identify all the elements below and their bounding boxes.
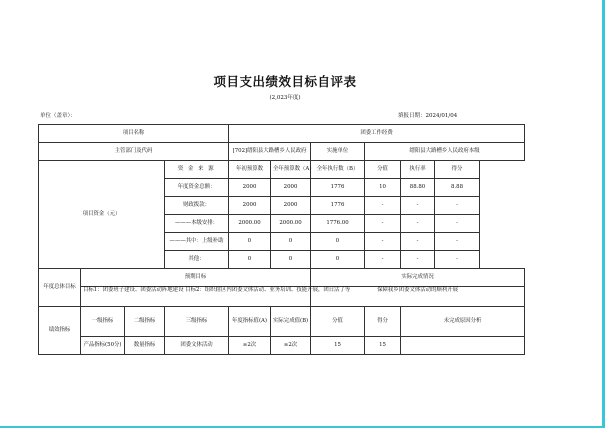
funds-source: 年度资金总额： bbox=[165, 179, 229, 197]
impl-value: 缙阳县大路槽乡人民政府本级 bbox=[365, 143, 525, 161]
perf-header-actual: 实际完成值(B) bbox=[271, 307, 311, 337]
funds-rate: - bbox=[401, 233, 435, 251]
funds-rate: 88.80 bbox=[401, 179, 435, 197]
funds-initial: 2000 bbox=[229, 179, 271, 197]
dept-label: 主管部门及代码 bbox=[39, 143, 229, 161]
perf-level3: 团委文体活动 bbox=[165, 337, 229, 355]
actual-completion-header: 实际完成情况 bbox=[311, 269, 525, 287]
funds-annual: 0 bbox=[271, 233, 311, 251]
funds-score-value: - bbox=[365, 233, 401, 251]
funds-score: - bbox=[435, 215, 480, 233]
perf-header-level1: 一级指标 bbox=[81, 307, 125, 337]
perf-score-value: 15 bbox=[311, 337, 365, 355]
perf-level2: 数量指标 bbox=[125, 337, 165, 355]
funds-rate: - bbox=[401, 197, 435, 215]
funds-header-source: 资 金 来 源 bbox=[165, 161, 229, 179]
funds-initial: 2000 bbox=[229, 197, 271, 215]
expected-goal-header: 预期目标 bbox=[81, 269, 311, 287]
expected-goal-text: 目标1：团委班子建设、团委活动阵地建设 目标2：组织辖区内团委文体活动、业务培训、技能开展，团日活了等 bbox=[81, 287, 311, 307]
performance-indicator-label: 绩效指标 bbox=[39, 307, 81, 355]
funds-score: - bbox=[435, 233, 480, 251]
funds-score-value: - bbox=[365, 197, 401, 215]
perf-actual: ≥2次 bbox=[271, 337, 311, 355]
table-row bbox=[39, 143, 525, 161]
unit-seal-label: 单位（盖章）： bbox=[40, 113, 76, 119]
funds-source: 财政拨款： bbox=[165, 197, 229, 215]
funds-header-executed: 全年执行数（B） bbox=[311, 161, 365, 179]
actual-completion-text: 保障我乡团委文体活动的顺利开展 bbox=[311, 287, 525, 307]
funds-header-rate: 执行率 bbox=[401, 161, 435, 179]
funds-executed: 1776 bbox=[311, 197, 365, 215]
funds-initial: 0 bbox=[229, 233, 271, 251]
funds-executed: 0 bbox=[311, 233, 365, 251]
funds-source: ———其中：上级补助 bbox=[165, 233, 229, 251]
perf-header-score: 得分 bbox=[365, 307, 401, 337]
funds-rate: - bbox=[401, 251, 435, 269]
funds-header-score: 得分 bbox=[435, 161, 480, 179]
funds-annual: 0 bbox=[271, 251, 311, 269]
fill-date: 填报日期：2024/01/04 bbox=[398, 113, 458, 119]
funds-header-initial: 年初预算数 bbox=[229, 161, 271, 179]
funds-initial: 0 bbox=[229, 251, 271, 269]
funds-annual: 2000.00 bbox=[271, 215, 311, 233]
funds-executed: 0 bbox=[311, 251, 365, 269]
funds-initial: 2000.00 bbox=[229, 215, 271, 233]
funds-score-value: - bbox=[365, 215, 401, 233]
impl-label: 实施单位 bbox=[311, 143, 365, 161]
funds-annual: 2000 bbox=[271, 197, 311, 215]
evaluation-table bbox=[38, 124, 525, 355]
perf-header-level2: 二级指标 bbox=[125, 307, 165, 337]
funds-annual: 2000 bbox=[271, 179, 311, 197]
funds-score-value: - bbox=[365, 251, 401, 269]
table-row bbox=[39, 307, 525, 337]
funds-score: - bbox=[435, 197, 480, 215]
funds-header-annual: 全年预算数（A） bbox=[271, 161, 311, 179]
funds-rate: - bbox=[401, 215, 435, 233]
perf-header-target: 年度指标值(A) bbox=[229, 307, 271, 337]
perf-header-score-value: 分值 bbox=[311, 307, 365, 337]
table-row bbox=[39, 337, 525, 355]
funds-score: 8.88 bbox=[435, 179, 480, 197]
table-row bbox=[39, 287, 525, 307]
perf-level1: 产品指标(50分) bbox=[81, 337, 125, 355]
funds-header-score-value: 分值 bbox=[365, 161, 401, 179]
table-row bbox=[39, 269, 525, 287]
perf-reason bbox=[401, 337, 525, 355]
dept-value: [702]缙阳县大路槽乡人民政府 bbox=[229, 143, 311, 161]
table-row bbox=[39, 125, 525, 143]
table-row bbox=[39, 161, 525, 179]
annual-goal-label: 年度总体目标 bbox=[39, 269, 81, 307]
funds-label: 项目资金（元） bbox=[39, 161, 165, 269]
funds-executed: 1776.00 bbox=[311, 215, 365, 233]
perf-header-level3: 三级指标 bbox=[165, 307, 229, 337]
page-title: 项目支出绩效目标自评表 bbox=[213, 74, 357, 89]
project-name-label: 项目名称 bbox=[39, 125, 229, 143]
perf-score: 15 bbox=[365, 337, 401, 355]
funds-score: - bbox=[435, 251, 480, 269]
funds-executed: 1776 bbox=[311, 179, 365, 197]
perf-target: ≥2次 bbox=[229, 337, 271, 355]
report-year: (2,023年度) bbox=[269, 95, 301, 101]
perf-header-reason: 未完成原因分析 bbox=[401, 307, 525, 337]
funds-source: 其他： bbox=[165, 251, 229, 269]
project-name-value: 团委工作经费 bbox=[229, 125, 525, 143]
funds-source: ———本级安排： bbox=[165, 215, 229, 233]
funds-score-value: 10 bbox=[365, 179, 401, 197]
